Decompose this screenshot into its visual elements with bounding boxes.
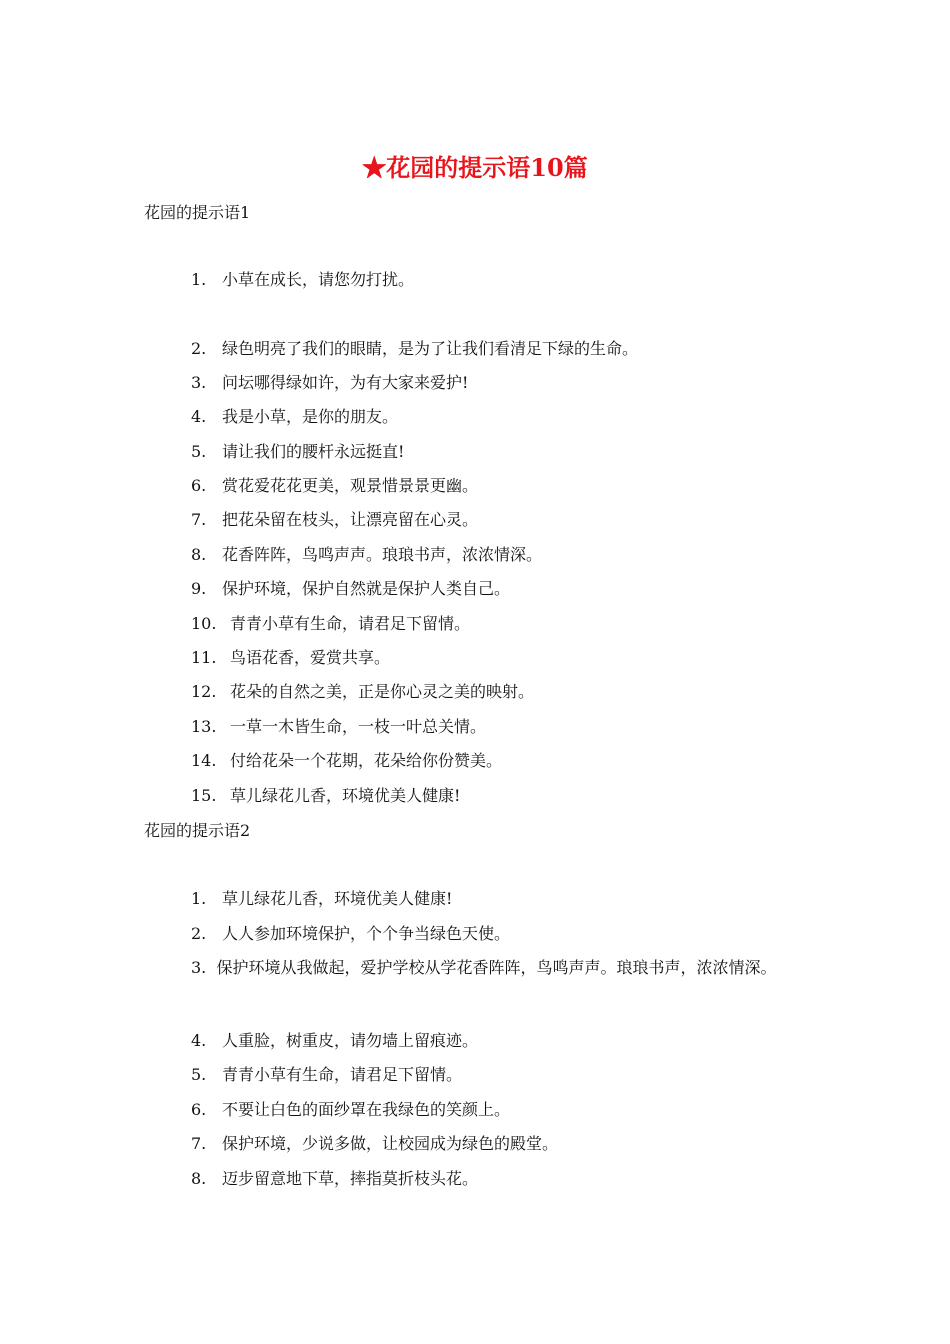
item-number: 8.: [191, 1169, 207, 1188]
item-number: 5.: [191, 1065, 207, 1084]
item-text: 请让我们的腰杆永远挺直!: [222, 442, 405, 461]
item-number: 10.: [191, 614, 217, 633]
item-number: 6.: [191, 1100, 207, 1119]
item-number: 1.: [191, 270, 207, 289]
item-text: 花香阵阵，鸟鸣声声。琅琅书声，浓浓情深。: [222, 545, 543, 564]
item-number: 2.: [191, 924, 207, 943]
item-number: 8.: [191, 545, 207, 564]
item-text: 把花朵留在枝头，让漂亮留在心灵。: [222, 510, 479, 529]
item-text: 一草一木皆生命，一枝一叶总关情。: [230, 717, 487, 736]
item-text: 青青小草有生命，请君足下留情。: [222, 1065, 463, 1084]
item-number: 9.: [191, 579, 207, 598]
section-heading: 花园的提示语2: [144, 821, 251, 840]
item-text: 鸟语花香，爱赏共享。: [230, 648, 391, 667]
document-title: ★花园的提示语10篇: [362, 153, 588, 182]
item-paragraph: [144, 951, 808, 985]
item-number: 15.: [191, 786, 217, 805]
item-text: 赏花爱花花更美，观景惜景景更幽。: [222, 476, 479, 495]
item-text: 小草在成长，请您勿打扰。: [222, 270, 415, 289]
section-heading: 花园的提示语1: [144, 203, 251, 222]
item-text: 草儿绿花儿香，环境优美人健康!: [230, 786, 461, 805]
item-number: 13.: [191, 717, 217, 736]
item-number: 7.: [191, 510, 207, 529]
item-text: 保护环境，少说多做，让校园成为绿色的殿堂。: [222, 1134, 559, 1153]
item-text: 绿色明亮了我们的眼睛，是为了让我们看清足下绿的生命。: [222, 339, 639, 358]
item-text: 不要让白色的面纱罩在我绿色的笑颜上。: [222, 1100, 511, 1119]
item-number: 2.: [191, 339, 207, 358]
list-item: [144, 951, 808, 985]
item-text: 我是小草，是你的朋友。: [222, 407, 399, 426]
item-text: 保护环境从我做起，爱护学校从学花香阵阵，鸟鸣声声。琅琅书声，浓浓情深。: [216, 958, 777, 977]
item-number: 11.: [191, 648, 217, 667]
item-number: 7.: [191, 1134, 207, 1153]
item-number: 6.: [191, 476, 207, 495]
item-number: 5.: [191, 442, 207, 461]
item-text: 人人参加环境保护，个个争当绿色天使。: [222, 924, 511, 943]
item-number: 14.: [191, 751, 217, 770]
item-number: 4.: [191, 407, 207, 426]
item-text: 保护环境，保护自然就是保护人类自己。: [222, 579, 511, 598]
item-number: 3.: [191, 373, 207, 392]
item-text: 付给花朵一个花期，花朵给你份赞美。: [230, 751, 503, 770]
item-text: 人重脸，树重皮，请勿墙上留痕迹。: [222, 1031, 479, 1050]
item-text: 草儿绿花儿香，环境优美人健康!: [222, 889, 453, 908]
item-text: 青青小草有生命，请君足下留情。: [230, 614, 471, 633]
item-number: 3.: [191, 958, 207, 977]
item-number: 4.: [191, 1031, 207, 1050]
item-text: 花朵的自然之美，正是你心灵之美的映射。: [230, 682, 535, 701]
item-number: 1.: [191, 889, 207, 908]
item-text: 迈步留意地下草，摔指莫折枝头花。: [222, 1169, 479, 1188]
item-number: 12.: [191, 682, 217, 701]
item-text: 问坛哪得绿如许，为有大家来爱护!: [222, 373, 469, 392]
